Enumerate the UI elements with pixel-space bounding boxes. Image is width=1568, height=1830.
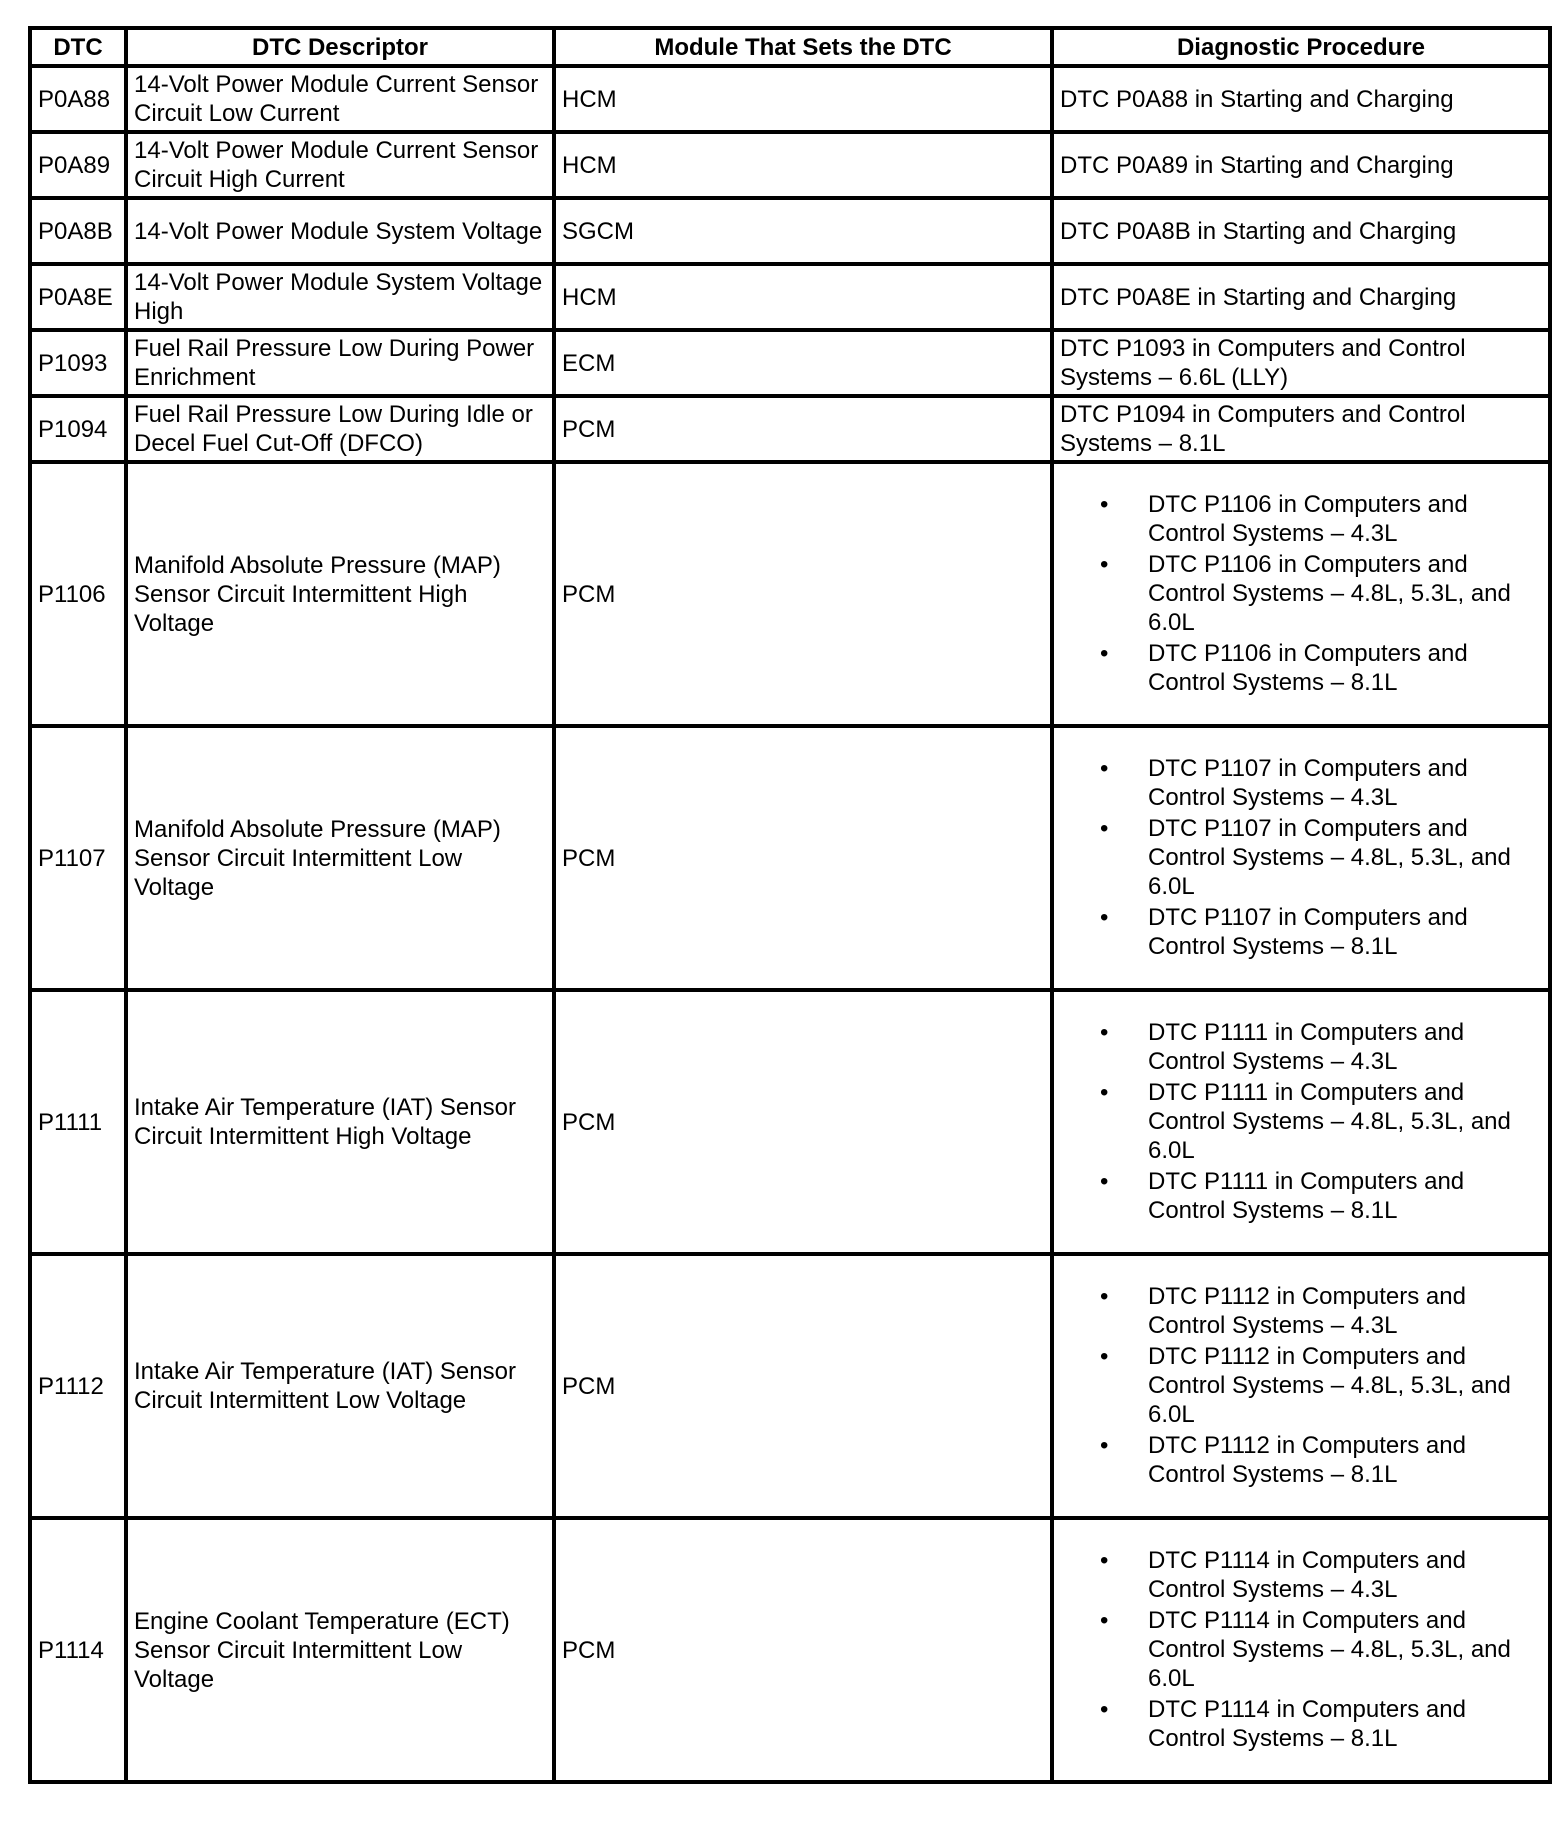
dtc-procedure bbox=[1052, 990, 1550, 1254]
dtc-procedure: DTC P0A8B in Starting and Charging bbox=[1052, 198, 1550, 264]
dtc-module: HCM bbox=[554, 264, 1052, 330]
header-dtc: DTC bbox=[30, 28, 126, 66]
table-row bbox=[30, 1518, 1550, 1782]
procedure-item: • DTC P1112 in Computers and Control Systems – 8.1L bbox=[1148, 1431, 1542, 1489]
procedure-item: • DTC P1111 in Computers and Control Systems – 4.8L, 5.3L, and 6.0L bbox=[1148, 1078, 1542, 1165]
dtc-descriptor: 14-Volt Power Module System Voltage High bbox=[126, 264, 554, 330]
dtc-module: HCM bbox=[554, 66, 1052, 132]
dtc-module: PCM bbox=[554, 1518, 1052, 1782]
procedure-item: • DTC P1106 in Computers and Control Systems – 4.3L bbox=[1148, 490, 1542, 548]
dtc-descriptor: Intake Air Temperature (IAT) Sensor Circuit Intermittent Low Voltage bbox=[126, 1254, 554, 1518]
table-row bbox=[30, 1254, 1550, 1518]
dtc-descriptor: Fuel Rail Pressure Low During Idle or Decel Fuel Cut-Off (DFCO) bbox=[126, 396, 554, 462]
procedure-list bbox=[1060, 1282, 1542, 1489]
procedure-item: • DTC P1106 in Computers and Control Systems – 8.1L bbox=[1148, 639, 1542, 697]
header-module: Module That Sets the DTC bbox=[554, 28, 1052, 66]
table-row bbox=[30, 132, 1550, 198]
dtc-procedure: DTC P0A88 in Starting and Charging bbox=[1052, 66, 1550, 132]
dtc-procedure bbox=[1052, 1518, 1550, 1782]
procedure-item: • DTC P1111 in Computers and Control Systems – 4.3L bbox=[1148, 1018, 1542, 1076]
dtc-module: PCM bbox=[554, 396, 1052, 462]
dtc-descriptor: Manifold Absolute Pressure (MAP) Sensor Circuit Intermittent Low Voltage bbox=[126, 726, 554, 990]
procedure-item: • DTC P1107 in Computers and Control Systems – 4.3L bbox=[1148, 754, 1542, 812]
procedure-item: • DTC P1112 in Computers and Control Systems – 4.3L bbox=[1148, 1282, 1542, 1340]
table-row bbox=[30, 462, 1550, 726]
dtc-module: ECM bbox=[554, 330, 1052, 396]
dtc-descriptor: 14-Volt Power Module System Voltage bbox=[126, 198, 554, 264]
procedure-item: • DTC P1107 in Computers and Control Systems – 8.1L bbox=[1148, 903, 1542, 961]
dtc-descriptor: 14-Volt Power Module Current Sensor Circuit Low Current bbox=[126, 66, 554, 132]
procedure-item: • DTC P1114 in Computers and Control Systems – 8.1L bbox=[1148, 1695, 1542, 1753]
dtc-module: PCM bbox=[554, 726, 1052, 990]
dtc-code: P0A89 bbox=[30, 132, 126, 198]
dtc-descriptor: 14-Volt Power Module Current Sensor Circuit High Current bbox=[126, 132, 554, 198]
dtc-code: P1093 bbox=[30, 330, 126, 396]
dtc-code: P1107 bbox=[30, 726, 126, 990]
dtc-module: PCM bbox=[554, 462, 1052, 726]
dtc-code: P0A8B bbox=[30, 198, 126, 264]
header-descriptor: DTC Descriptor bbox=[126, 28, 554, 66]
table-header-row bbox=[30, 28, 1550, 66]
dtc-module: SGCM bbox=[554, 198, 1052, 264]
procedure-list bbox=[1060, 1018, 1542, 1225]
procedure-item: • DTC P1112 in Computers and Control Systems – 4.8L, 5.3L, and 6.0L bbox=[1148, 1342, 1542, 1429]
table-row bbox=[30, 990, 1550, 1254]
dtc-descriptor: Engine Coolant Temperature (ECT) Sensor Circuit Intermittent Low Voltage bbox=[126, 1518, 554, 1782]
dtc-code: P0A8E bbox=[30, 264, 126, 330]
procedure-list bbox=[1060, 754, 1542, 961]
dtc-code: P1112 bbox=[30, 1254, 126, 1518]
table-row bbox=[30, 66, 1550, 132]
dtc-procedure: DTC P1094 in Computers and Control Systems – 8.1L bbox=[1052, 396, 1550, 462]
table-row bbox=[30, 396, 1550, 462]
dtc-code: P0A88 bbox=[30, 66, 126, 132]
dtc-procedure: DTC P0A89 in Starting and Charging bbox=[1052, 132, 1550, 198]
procedure-item: • DTC P1114 in Computers and Control Systems – 4.3L bbox=[1148, 1546, 1542, 1604]
dtc-table bbox=[28, 26, 1552, 1784]
dtc-code: P1094 bbox=[30, 396, 126, 462]
procedure-list bbox=[1060, 490, 1542, 697]
procedure-item: • DTC P1114 in Computers and Control Systems – 4.8L, 5.3L, and 6.0L bbox=[1148, 1606, 1542, 1693]
table-row bbox=[30, 198, 1550, 264]
dtc-procedure bbox=[1052, 1254, 1550, 1518]
dtc-code: P1106 bbox=[30, 462, 126, 726]
dtc-module: PCM bbox=[554, 1254, 1052, 1518]
dtc-descriptor: Fuel Rail Pressure Low During Power Enrichment bbox=[126, 330, 554, 396]
header-procedure: Diagnostic Procedure bbox=[1052, 28, 1550, 66]
dtc-procedure: DTC P1093 in Computers and Control Systems – 6.6L (LLY) bbox=[1052, 330, 1550, 396]
table-row bbox=[30, 726, 1550, 990]
table-row bbox=[30, 330, 1550, 396]
dtc-procedure: DTC P0A8E in Starting and Charging bbox=[1052, 264, 1550, 330]
dtc-code: P1114 bbox=[30, 1518, 126, 1782]
procedure-item: • DTC P1111 in Computers and Control Systems – 8.1L bbox=[1148, 1167, 1542, 1225]
table-row bbox=[30, 264, 1550, 330]
dtc-descriptor: Intake Air Temperature (IAT) Sensor Circuit Intermittent High Voltage bbox=[126, 990, 554, 1254]
procedure-item: • DTC P1107 in Computers and Control Systems – 4.8L, 5.3L, and 6.0L bbox=[1148, 814, 1542, 901]
dtc-module: HCM bbox=[554, 132, 1052, 198]
dtc-module: PCM bbox=[554, 990, 1052, 1254]
procedure-list bbox=[1060, 1546, 1542, 1753]
dtc-descriptor: Manifold Absolute Pressure (MAP) Sensor Circuit Intermittent High Voltage bbox=[126, 462, 554, 726]
dtc-procedure bbox=[1052, 462, 1550, 726]
procedure-item: • DTC P1106 in Computers and Control Systems – 4.8L, 5.3L, and 6.0L bbox=[1148, 550, 1542, 637]
dtc-procedure bbox=[1052, 726, 1550, 990]
dtc-code: P1111 bbox=[30, 990, 126, 1254]
